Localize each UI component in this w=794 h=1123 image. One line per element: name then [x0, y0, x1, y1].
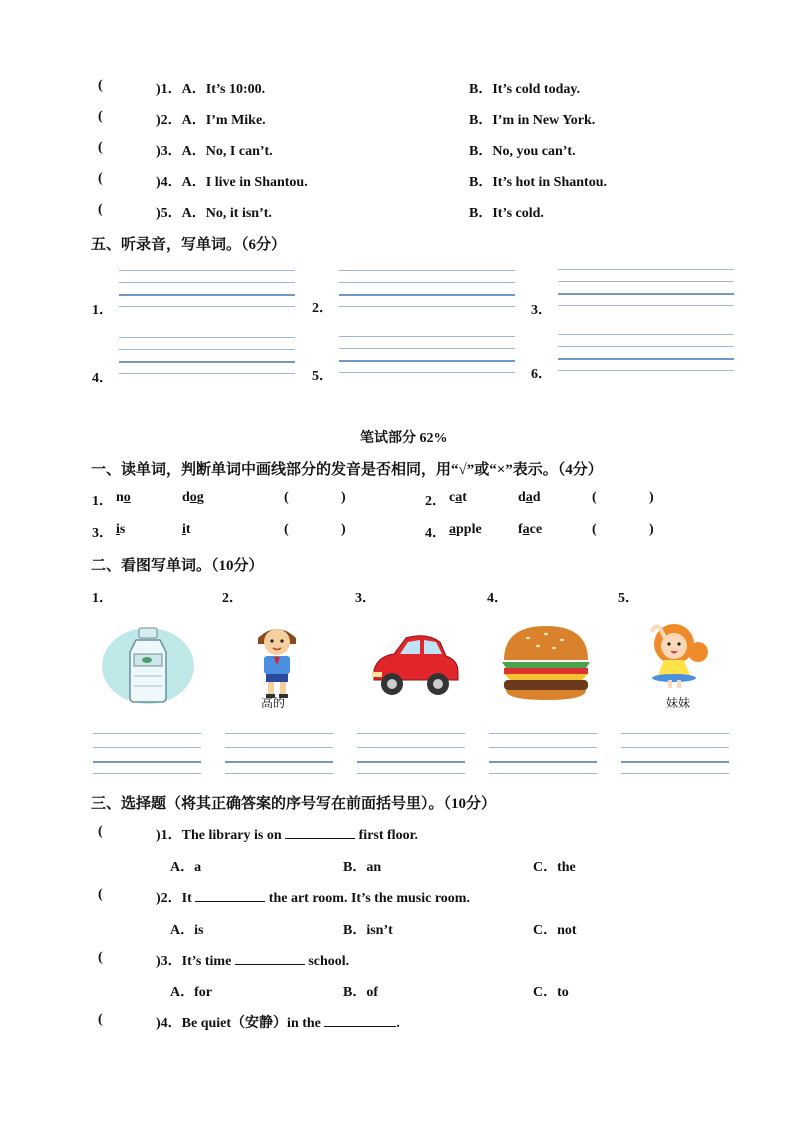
writing-lines[interactable]	[558, 269, 734, 309]
writing-lines[interactable]	[558, 334, 734, 374]
answer-paren[interactable]: (	[98, 824, 103, 839]
option-b: It’s cold.	[492, 206, 544, 221]
tall-boy-icon	[244, 620, 310, 700]
question: )3．It’s time school.	[156, 954, 350, 969]
word: cat	[449, 490, 467, 505]
answer-paren[interactable]: (	[98, 202, 103, 217]
writing-lines[interactable]	[339, 336, 515, 376]
word: is	[116, 522, 126, 537]
water-bottle-icon	[100, 620, 196, 708]
word: it	[182, 522, 191, 537]
writing-lines[interactable]	[621, 733, 729, 775]
answer-paren[interactable]: (	[592, 522, 597, 537]
option[interactable]: A．a	[170, 860, 202, 875]
fill-blank[interactable]	[324, 1014, 396, 1027]
answer-paren[interactable]: (	[284, 490, 289, 505]
option-b: No, you can’t.	[492, 144, 576, 159]
option[interactable]: B．of	[343, 985, 378, 1000]
question: )1．The library is on first floor.	[156, 828, 418, 843]
fill-blank[interactable]	[195, 889, 265, 902]
option-a: It’s 10:00.	[205, 82, 266, 97]
writing-lines[interactable]	[119, 270, 295, 310]
picture-caption: 高的	[261, 696, 286, 710]
writing-lines[interactable]	[119, 337, 295, 377]
written-part-title: 笔试部分 62%	[360, 431, 448, 446]
question: )2．It the art room. It’s the music room.	[156, 891, 470, 906]
fill-blank[interactable]	[285, 826, 355, 839]
hamburger-icon	[498, 622, 594, 704]
answer-paren[interactable]: (	[284, 522, 289, 537]
red-car-icon	[366, 630, 460, 700]
option-a: No, it isn’t.	[205, 206, 272, 221]
option-b: I’m in New York.	[492, 113, 596, 128]
section-title: 二、看图写单词。（10分）	[91, 558, 264, 574]
writing-lines[interactable]	[225, 733, 333, 775]
writing-lines[interactable]	[93, 733, 201, 775]
question: )4．Be quiet（安静）in the .	[156, 1016, 400, 1031]
option-a: I’m Mike.	[205, 113, 266, 128]
option[interactable]: C．to	[533, 985, 569, 1000]
picture-caption: 妹妹	[666, 696, 691, 710]
answer-paren[interactable]: (	[98, 171, 103, 186]
little-sister-icon	[644, 618, 718, 694]
option[interactable]: C．the	[533, 860, 576, 875]
section-title: 一、读单词，判断单词中画线部分的发音是否相同，用“√”或“×”表示。（4分）	[91, 462, 603, 478]
option[interactable]: B．isn’t	[343, 923, 393, 938]
option-b: It’s cold today.	[492, 82, 581, 97]
word: dog	[182, 490, 204, 505]
writing-lines[interactable]	[489, 733, 597, 775]
option-b: It’s hot in Shantou.	[492, 175, 607, 190]
fill-blank[interactable]	[235, 952, 305, 965]
section-title: 三、选择题（将其正确答案的序号写在前面括号里）。（10分）	[91, 796, 497, 812]
word: face	[518, 522, 543, 537]
writing-lines[interactable]	[339, 270, 515, 310]
answer-paren[interactable]: (	[98, 78, 103, 93]
answer-paren[interactable]: (	[98, 140, 103, 155]
option-a: I live in Shantou.	[205, 175, 308, 190]
answer-paren[interactable]: (	[98, 109, 103, 124]
answer-paren[interactable]: (	[98, 950, 103, 965]
section-title: 五、听录音，写单词。（6分）	[91, 237, 287, 253]
option-a: No, I can’t.	[205, 144, 273, 159]
word: apple	[449, 522, 482, 537]
option[interactable]: B．an	[343, 860, 382, 875]
answer-paren[interactable]: (	[592, 490, 597, 505]
word: dad	[518, 490, 541, 505]
word: no	[116, 490, 131, 505]
option[interactable]: A．for	[170, 985, 212, 1000]
answer-paren[interactable]: (	[98, 1012, 103, 1027]
option[interactable]: C．not	[533, 923, 577, 938]
option[interactable]: A．is	[170, 923, 204, 938]
writing-lines[interactable]	[357, 733, 465, 775]
answer-paren[interactable]: (	[98, 887, 103, 902]
